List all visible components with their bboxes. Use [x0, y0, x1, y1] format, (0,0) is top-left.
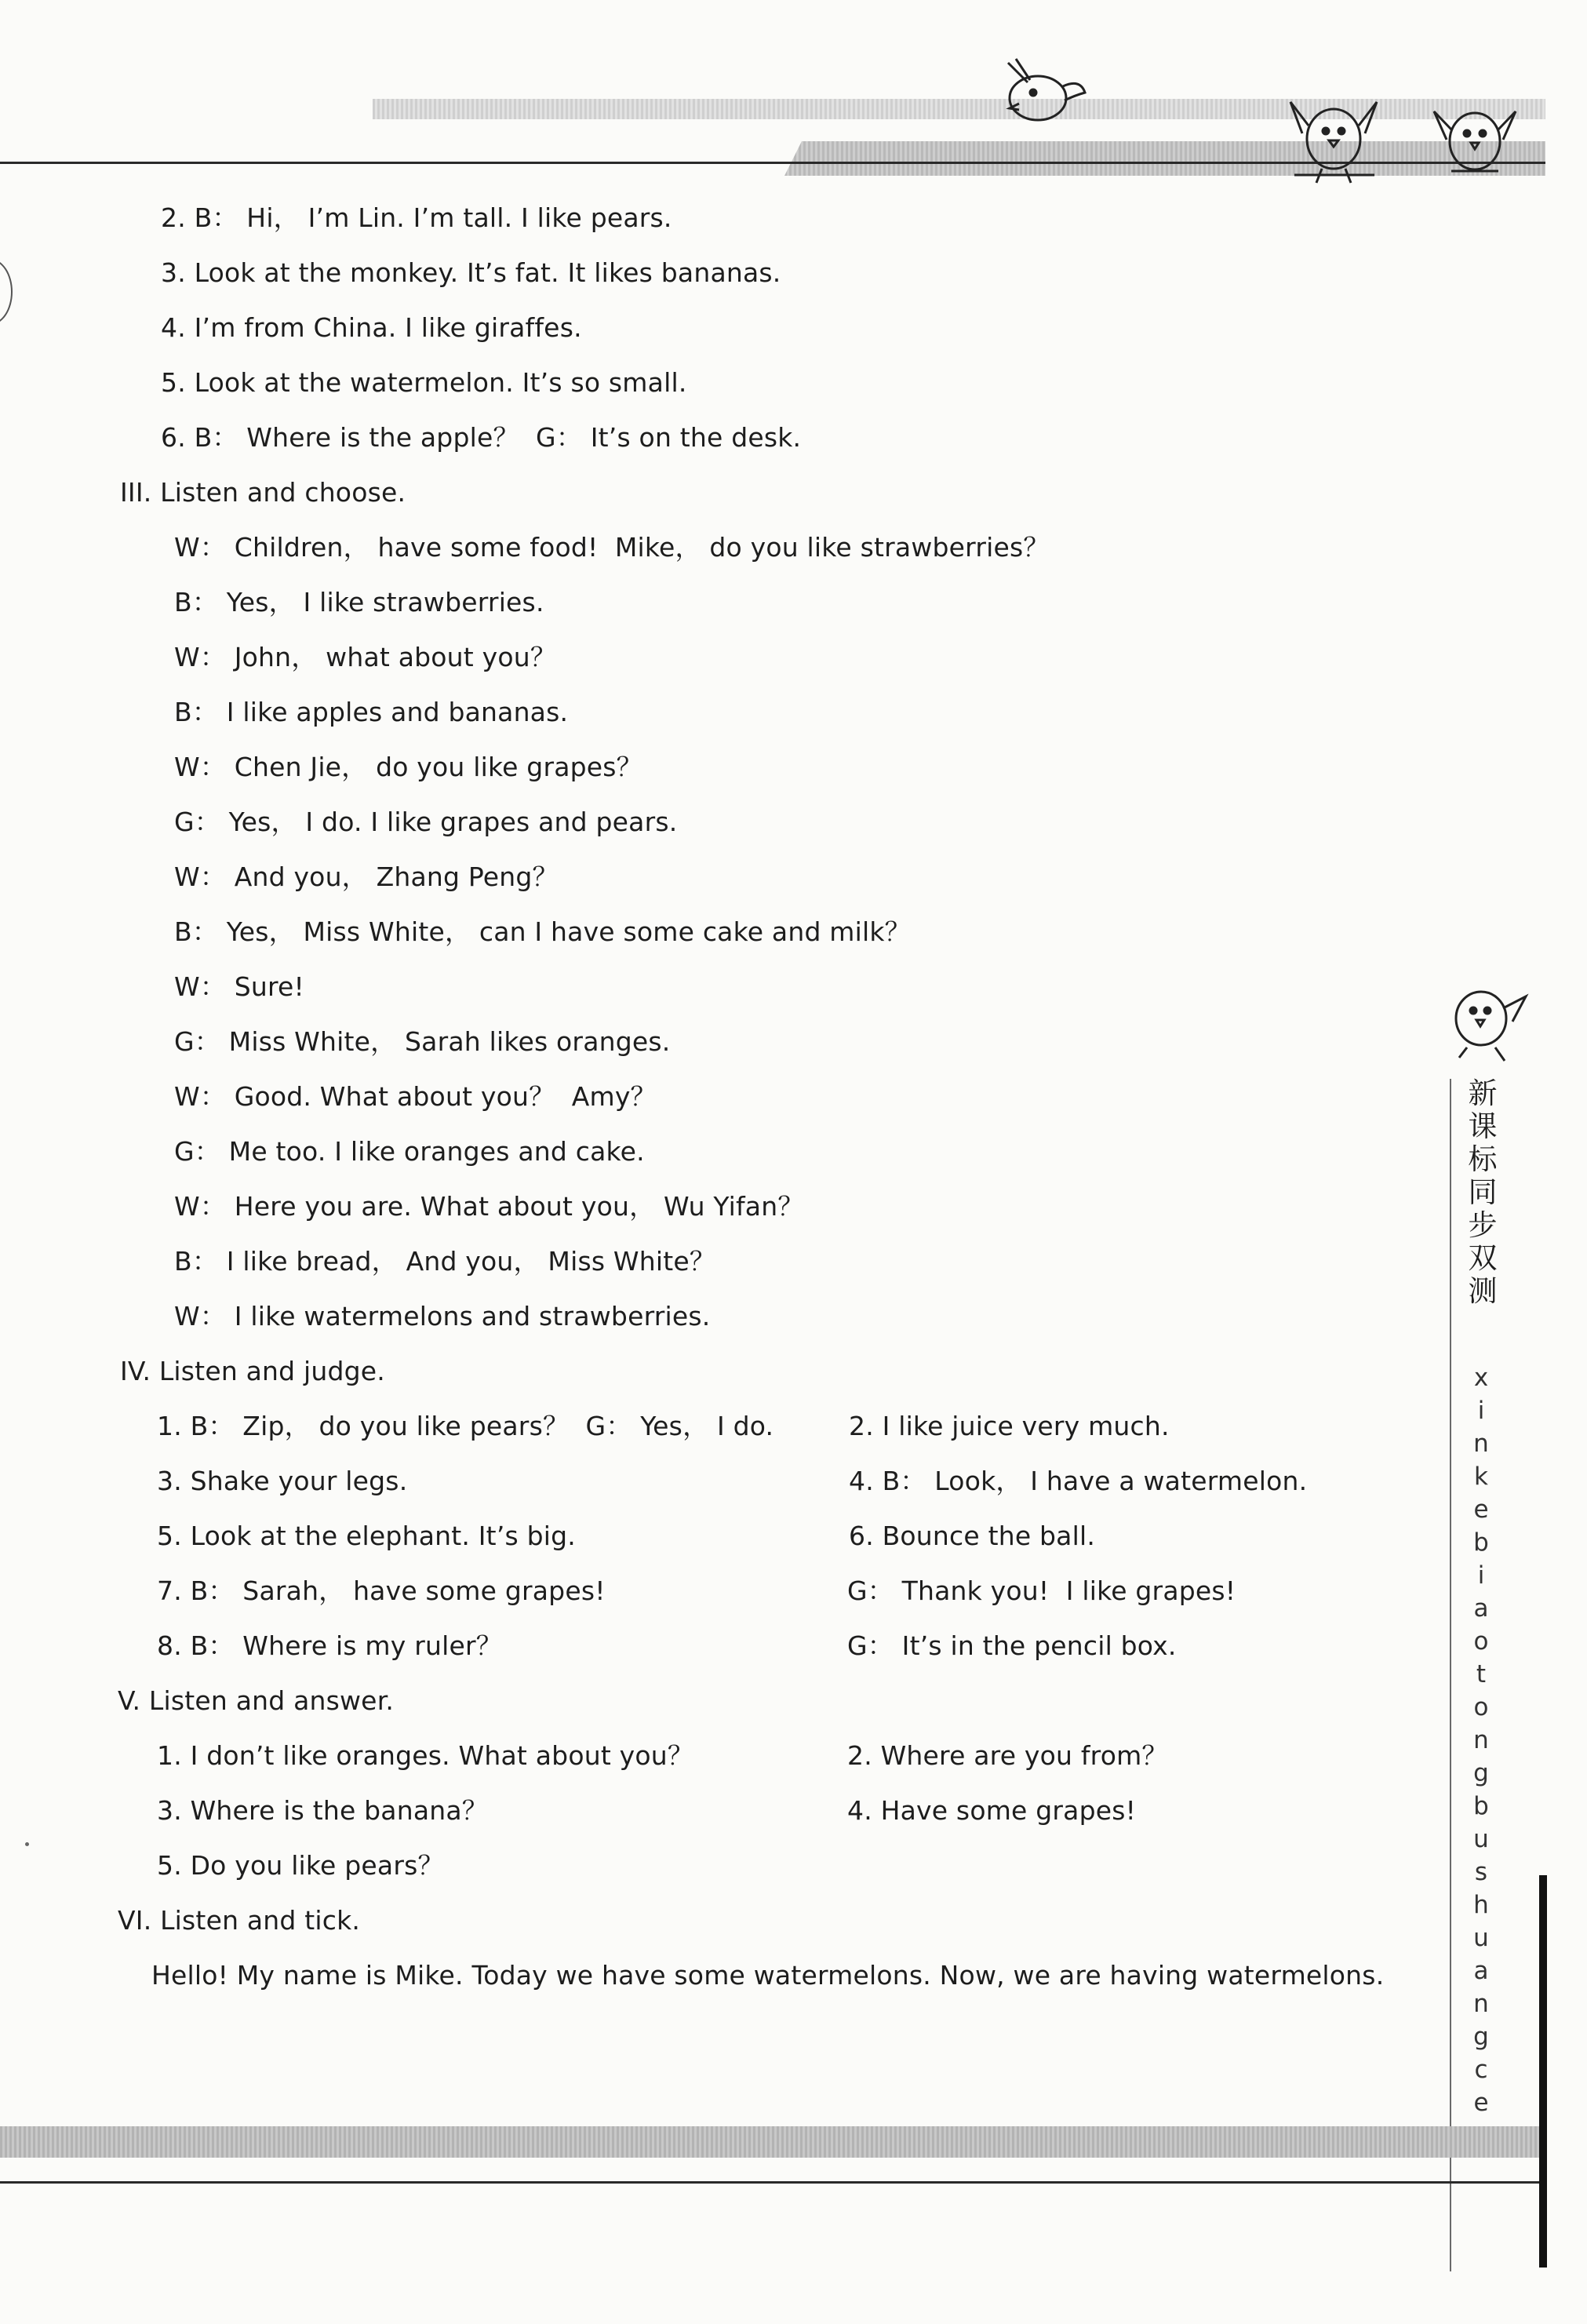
text-line: B： I like bread， And you， Miss White？ — [174, 1246, 716, 1277]
text-line: 2. I like juice very much. — [849, 1411, 1170, 1441]
text-line: B： Yes， I like strawberries. — [174, 587, 544, 617]
text-line: 8. B： Where is my ruler？ — [157, 1630, 502, 1661]
text-line: 3. Look at the monkey. It’s fat. It likes bananas. — [161, 257, 781, 288]
side-divider — [1450, 1079, 1451, 2271]
text-line: 1. B： Zip， do you like pears？ G： Yes， I do. — [157, 1411, 774, 1441]
text-line: W： I like watermelons and strawberries. — [174, 1301, 711, 1331]
text-line: 3. Where is the banana？ — [157, 1795, 488, 1826]
footer-rule — [0, 2181, 1545, 2184]
text-line: W： Good. What about you？ Amy？ — [174, 1081, 657, 1112]
text-line: V. Listen and answer. — [118, 1685, 395, 1716]
text-line: 5. Look at the watermelon. It’s so small. — [161, 367, 687, 398]
text-line: W： Sure! — [174, 971, 304, 1002]
text-line: W： Children， have some food! Mike， do you like strawberries？ — [174, 532, 1050, 563]
text-line: W： And you， Zhang Peng？ — [174, 861, 559, 892]
text-line: W： Chen Jie， do you like grapes？ — [174, 752, 642, 782]
text-line: W： Here you are. What about you， Wu Yifan？ — [174, 1191, 804, 1222]
text-line: III. Listen and choose. — [120, 477, 406, 508]
text-line: 3. Shake your legs. — [157, 1466, 408, 1496]
text-line: B： Yes， Miss White， can I have some cake and milk？ — [174, 916, 911, 947]
text-line: 5. Look at the elephant. It’s big. — [157, 1521, 576, 1551]
text-line: 2. B： Hi， I’m Lin. I’m tall. I like pears. — [161, 202, 672, 233]
bird-icon — [992, 55, 1087, 129]
footer-band — [0, 2126, 1545, 2158]
scan-speck — [25, 1842, 29, 1846]
bird-icon — [1436, 973, 1530, 1063]
text-line: G： Yes， I do. I like grapes and pears. — [174, 807, 678, 837]
bird-icon — [1428, 94, 1522, 184]
side-pinyin: x i n k e b i a o t o n g b u s h u a n g c e — [1473, 1364, 1489, 2117]
text-line: G： Me too. I like oranges and cake. — [174, 1136, 645, 1167]
text-line: 5. Do you like pears？ — [157, 1850, 444, 1881]
page-edge-bar — [1539, 1875, 1547, 2268]
text-line: 6. Bounce the ball. — [849, 1521, 1096, 1551]
text-line: B： I like apples and bananas. — [174, 697, 569, 727]
text-line: W： John， what about you？ — [174, 642, 557, 672]
text-line: 4. B： Look， I have a watermelon. — [849, 1466, 1308, 1496]
text-line: 7. B： Sarah， have some grapes! — [157, 1575, 606, 1606]
text-line: G： Thank you! I like grapes! — [847, 1575, 1236, 1606]
text-line: VI. Listen and tick. — [118, 1905, 361, 1936]
text-line: 4. I’m from China. I like giraffes. — [161, 312, 582, 343]
text-line: Hello! My name is Mike. Today we have some watermelons. Now, we are having watermelons. — [151, 1960, 1385, 1991]
side-title: 新 课 标 同 步 双 测 — [1468, 1076, 1498, 1308]
bird-icon — [1287, 90, 1381, 188]
binding-mark — [0, 259, 13, 325]
text-line: G： Miss White， Sarah likes oranges. — [174, 1026, 671, 1057]
text-line: 6. B： Where is the apple？ G： It’s on the desk. — [161, 422, 802, 453]
text-line: 1. I don’t like oranges. What about you？ — [157, 1740, 694, 1771]
text-line: 4. Have some grapes! — [847, 1795, 1137, 1826]
text-line: G： It’s in the pencil box. — [847, 1630, 1177, 1661]
text-line: IV. Listen and judge. — [120, 1356, 385, 1386]
text-line: 2. Where are you from？ — [847, 1740, 1168, 1771]
